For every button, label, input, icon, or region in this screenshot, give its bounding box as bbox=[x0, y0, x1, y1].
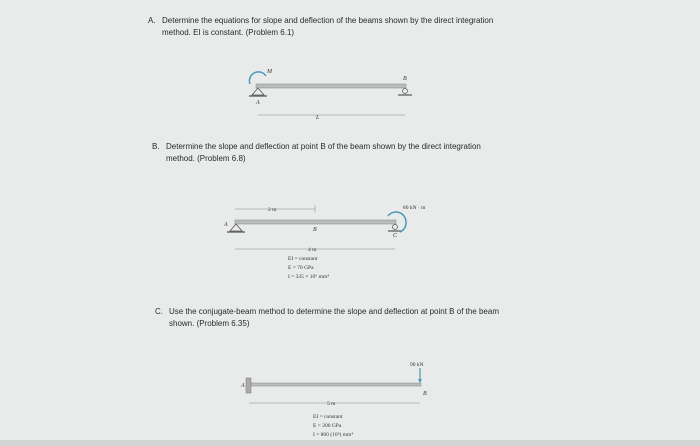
problem-text: Determine the equations for slope and deflection of the beams shown by the direct integration method. EI is constant. (Problem 6.1) bbox=[162, 16, 494, 37]
property-ei: EI = constant bbox=[288, 256, 318, 262]
figure-a bbox=[249, 69, 412, 121]
point-a-label: A bbox=[256, 100, 260, 106]
page-edge bbox=[0, 440, 700, 446]
figure-b bbox=[223, 205, 426, 280]
point-a-label: A bbox=[241, 383, 245, 389]
roller-support-icon bbox=[393, 225, 398, 230]
point-b-label: B bbox=[313, 227, 317, 233]
dimension-label: 2 m bbox=[268, 207, 277, 213]
problem-label: B. bbox=[152, 142, 160, 151]
point-b-label: B bbox=[423, 391, 427, 397]
property-i: I = 800 (10⁶) mm⁴ bbox=[313, 432, 354, 438]
pin-support-icon bbox=[230, 224, 242, 231]
point-a-label: A bbox=[224, 222, 228, 228]
figure-c bbox=[240, 362, 427, 438]
span-label: L bbox=[316, 115, 320, 121]
problem-text: Determine the slope and deflection at point B of the beam shown by the direct integration method. (Problem 6.8) bbox=[166, 142, 481, 163]
point-b-label: B bbox=[403, 76, 407, 82]
problem-label: C. bbox=[155, 307, 163, 316]
beam bbox=[235, 220, 396, 224]
pin-support-icon bbox=[252, 88, 264, 95]
span-label: 5 m bbox=[327, 401, 336, 407]
beam bbox=[251, 383, 421, 386]
problem-label: A. bbox=[148, 16, 156, 25]
moment-label: 80 kN · m bbox=[403, 205, 426, 211]
property-ei: EI = constant bbox=[313, 414, 343, 420]
property-e: E = 70 GPa bbox=[288, 265, 314, 271]
moment-label: M bbox=[267, 69, 272, 75]
roller-support-icon bbox=[403, 89, 408, 94]
point-c-label: C bbox=[393, 233, 398, 239]
beam bbox=[256, 84, 406, 88]
dimension-label: 4 m bbox=[308, 247, 317, 253]
property-e: E = 200 GPa bbox=[313, 423, 342, 429]
moment-arrow-icon bbox=[249, 72, 266, 84]
fixed-support-icon bbox=[246, 378, 251, 393]
problem-text: Use the conjugate-beam method to determine the slope and deflection at point B of the beam shown. (Problem 6.35) bbox=[169, 307, 499, 328]
property-i: I = 335 × 10⁶ mm⁴ bbox=[288, 274, 330, 280]
load-label: 90 kN bbox=[410, 362, 424, 368]
